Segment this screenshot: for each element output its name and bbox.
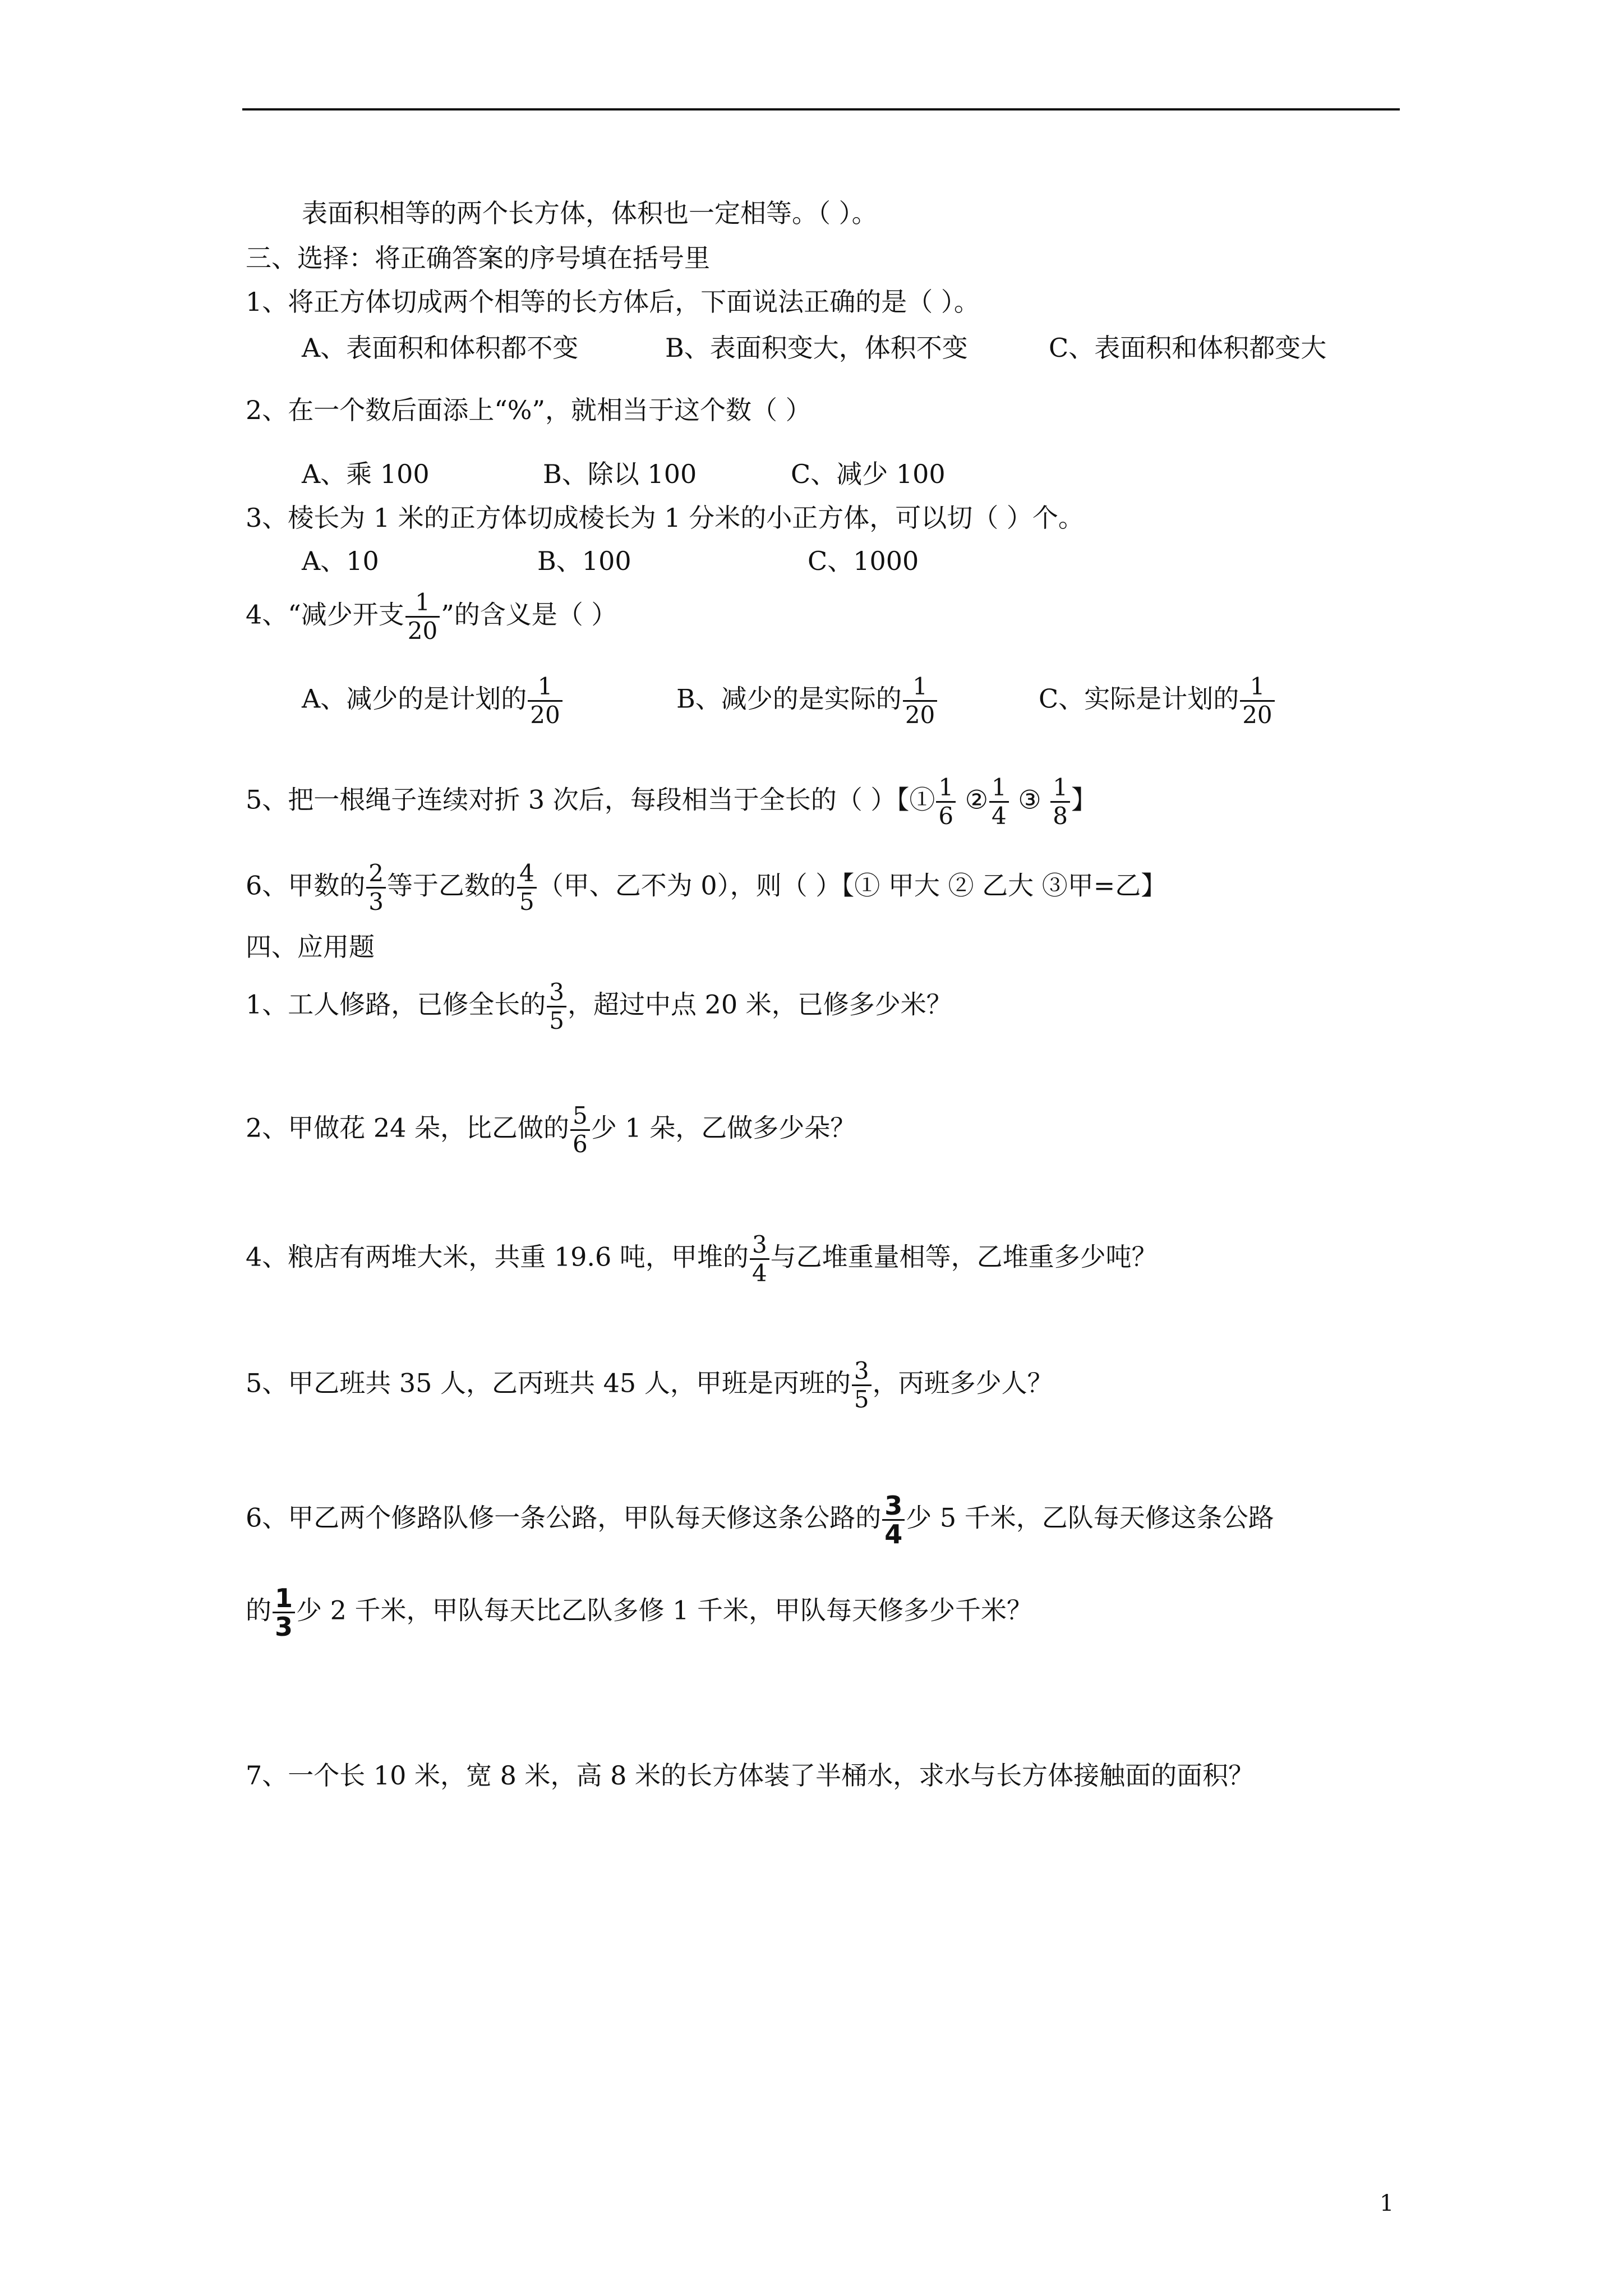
q4-option-b-text: B、减少的是实际的 xyxy=(676,683,902,714)
q4-option-b xyxy=(676,673,938,729)
fraction-denominator: 5 xyxy=(852,1384,872,1413)
question-2: 2、在一个数后面添上“%”，就相当于这个数（ ） xyxy=(246,395,811,425)
question-3: 3、棱长为 1 米的正方体切成棱长为 1 分米的小正方体，可以切（ ）个。 xyxy=(246,503,1084,533)
p6-fraction-1 xyxy=(882,1492,905,1548)
q3-option-a: A、10 xyxy=(302,546,379,576)
page-number: 1 xyxy=(1380,2191,1394,2216)
q5-text-post: 】 xyxy=(1071,784,1097,815)
p5-text-pre: 5、甲乙班共 35 人，乙丙班共 45 人，甲班是丙班的 xyxy=(246,1368,851,1398)
fraction-numerator: 1 xyxy=(537,673,553,700)
q5-text-mid-1: ② xyxy=(957,784,989,815)
fraction-denominator: 5 xyxy=(517,887,537,915)
p2-fraction xyxy=(570,1102,590,1158)
question-5 xyxy=(246,774,1097,830)
question-1: 1、将正方体切成两个相等的长方体后，下面说法正确的是（ ）。 xyxy=(246,287,980,317)
fraction-numerator: 3 xyxy=(751,1231,767,1258)
q2-option-c: C、减少 100 xyxy=(791,459,946,489)
fraction-denominator: 3 xyxy=(366,887,386,915)
p5-text-post: ，丙班多少人？ xyxy=(872,1368,1053,1398)
fraction-denominator: 4 xyxy=(882,1519,905,1548)
q6-fraction-2 xyxy=(517,860,537,915)
fraction-numerator: 1 xyxy=(1249,673,1265,700)
fraction-denominator: 8 xyxy=(1050,801,1070,830)
p2-text-post: 少 1 朵，乙做多少朵？ xyxy=(591,1112,856,1143)
fraction-numerator: 3 xyxy=(854,1357,869,1384)
q6-fraction-1 xyxy=(366,860,386,915)
fraction-numerator: 1 xyxy=(415,588,430,616)
problem-5 xyxy=(246,1358,1053,1413)
q4-option-c-text: C、实际是计划的 xyxy=(1039,683,1239,714)
fraction-numerator: 2 xyxy=(368,859,384,887)
problem-6-line-1 xyxy=(246,1492,1274,1548)
problem-4 xyxy=(246,1231,1158,1287)
q2-option-a: A、乘 100 xyxy=(302,459,430,489)
q3-option-b: B、100 xyxy=(537,546,631,576)
p4-text-pre: 4、粮店有两堆大米，共重 19.6 吨，甲堆的 xyxy=(246,1241,749,1272)
fraction-numerator: 1 xyxy=(275,1583,293,1613)
q5-fraction-2 xyxy=(989,774,1009,830)
fraction-denominator: 20 xyxy=(903,700,937,729)
q5-fraction-3 xyxy=(1050,774,1070,830)
p6-fraction-2 xyxy=(273,1585,295,1640)
q5-text-mid-2: ③ xyxy=(1009,784,1050,815)
p6-line2-pre: 的 xyxy=(246,1595,271,1626)
q4-option-a-text: A、减少的是计划的 xyxy=(302,683,527,714)
p1-text-pre: 1、工人修路，已修全长的 xyxy=(246,989,546,1020)
q6-text-mid: 等于乙数的 xyxy=(387,870,517,901)
section-4-title: 四、应用题 xyxy=(246,932,375,962)
true-false-item: 表面积相等的两个长方体，体积也一定相等。（ ）。 xyxy=(302,198,878,228)
fraction-denominator: 4 xyxy=(989,801,1009,830)
q4-option-c-fraction xyxy=(1240,673,1274,729)
header-rule xyxy=(242,108,1400,111)
p6-line2-post: 少 2 千米，甲队每天比乙队多修 1 千米，甲队每天修多少千米？ xyxy=(296,1595,1033,1626)
q1-option-a: A、表面积和体积都不变 xyxy=(302,333,579,363)
problem-7: 7、一个长 10 米，宽 8 米，高 8 米的长方体装了半桶水，求水与长方体接触面的面积？ xyxy=(246,1760,1255,1791)
fraction-numerator: 1 xyxy=(992,774,1007,801)
q1-option-c: C、表面积和体积都变大 xyxy=(1049,333,1327,363)
q2-option-b: B、除以 100 xyxy=(543,459,697,489)
fraction-denominator: 6 xyxy=(570,1129,590,1158)
q4-fraction xyxy=(405,589,440,645)
q4-text-post: ”的含义是（ ） xyxy=(441,599,617,630)
problem-2 xyxy=(246,1102,856,1158)
fraction-denominator: 20 xyxy=(405,616,440,645)
fraction-numerator: 1 xyxy=(912,673,928,700)
p5-fraction xyxy=(852,1358,872,1413)
q6-text-pre: 6、甲数的 xyxy=(246,870,366,901)
p6-text-post: 少 5 千米，乙队每天修这条公路 xyxy=(906,1502,1274,1533)
fraction-denominator: 4 xyxy=(750,1258,769,1287)
fraction-numerator: 1 xyxy=(1053,774,1068,801)
fraction-denominator: 6 xyxy=(936,801,956,830)
q5-fraction-1 xyxy=(936,774,956,830)
q4-option-c xyxy=(1039,673,1276,729)
q6-text-post: （甲、乙不为 0），则（ ）【① 甲大 ② 乙大 ③甲=乙】 xyxy=(537,870,1167,901)
p1-fraction xyxy=(547,979,566,1034)
p4-fraction xyxy=(750,1231,769,1287)
fraction-denominator: 3 xyxy=(273,1612,295,1640)
p4-text-post: 与乙堆重量相等，乙堆重多少吨？ xyxy=(770,1241,1158,1272)
section-3-title: 三、选择：将正确答案的序号填在括号里 xyxy=(246,243,710,273)
q4-option-a-fraction xyxy=(528,673,562,729)
fraction-denominator: 20 xyxy=(1240,700,1274,729)
q1-option-b: B、表面积变大，体积不变 xyxy=(665,333,968,363)
p1-text-post: ，超过中点 20 米，已修多少米？ xyxy=(568,989,952,1020)
fraction-denominator: 5 xyxy=(547,1006,566,1034)
fraction-denominator: 20 xyxy=(528,700,562,729)
question-4 xyxy=(246,589,617,645)
fraction-numerator: 4 xyxy=(519,859,534,887)
q5-text-pre: 5、把一根绳子连续对折 3 次后，每段相当于全长的（ ）【① xyxy=(246,784,935,815)
q4-option-b-fraction xyxy=(903,673,937,729)
fraction-numerator: 3 xyxy=(549,978,565,1006)
fraction-numerator: 3 xyxy=(884,1490,903,1521)
fraction-numerator: 1 xyxy=(938,774,954,801)
fraction-numerator: 5 xyxy=(573,1102,588,1129)
q4-option-a xyxy=(302,673,564,729)
p2-text-pre: 2、甲做花 24 朵，比乙做的 xyxy=(246,1112,570,1143)
question-6 xyxy=(246,860,1166,915)
q3-option-c: C、1000 xyxy=(808,546,919,576)
problem-6-line-2 xyxy=(246,1585,1032,1640)
problem-1 xyxy=(246,979,952,1034)
q4-text-pre: 4、“减少开支 xyxy=(246,599,404,630)
p6-text-pre: 6、甲乙两个修路队修一条公路，甲队每天修这条公路的 xyxy=(246,1502,882,1533)
